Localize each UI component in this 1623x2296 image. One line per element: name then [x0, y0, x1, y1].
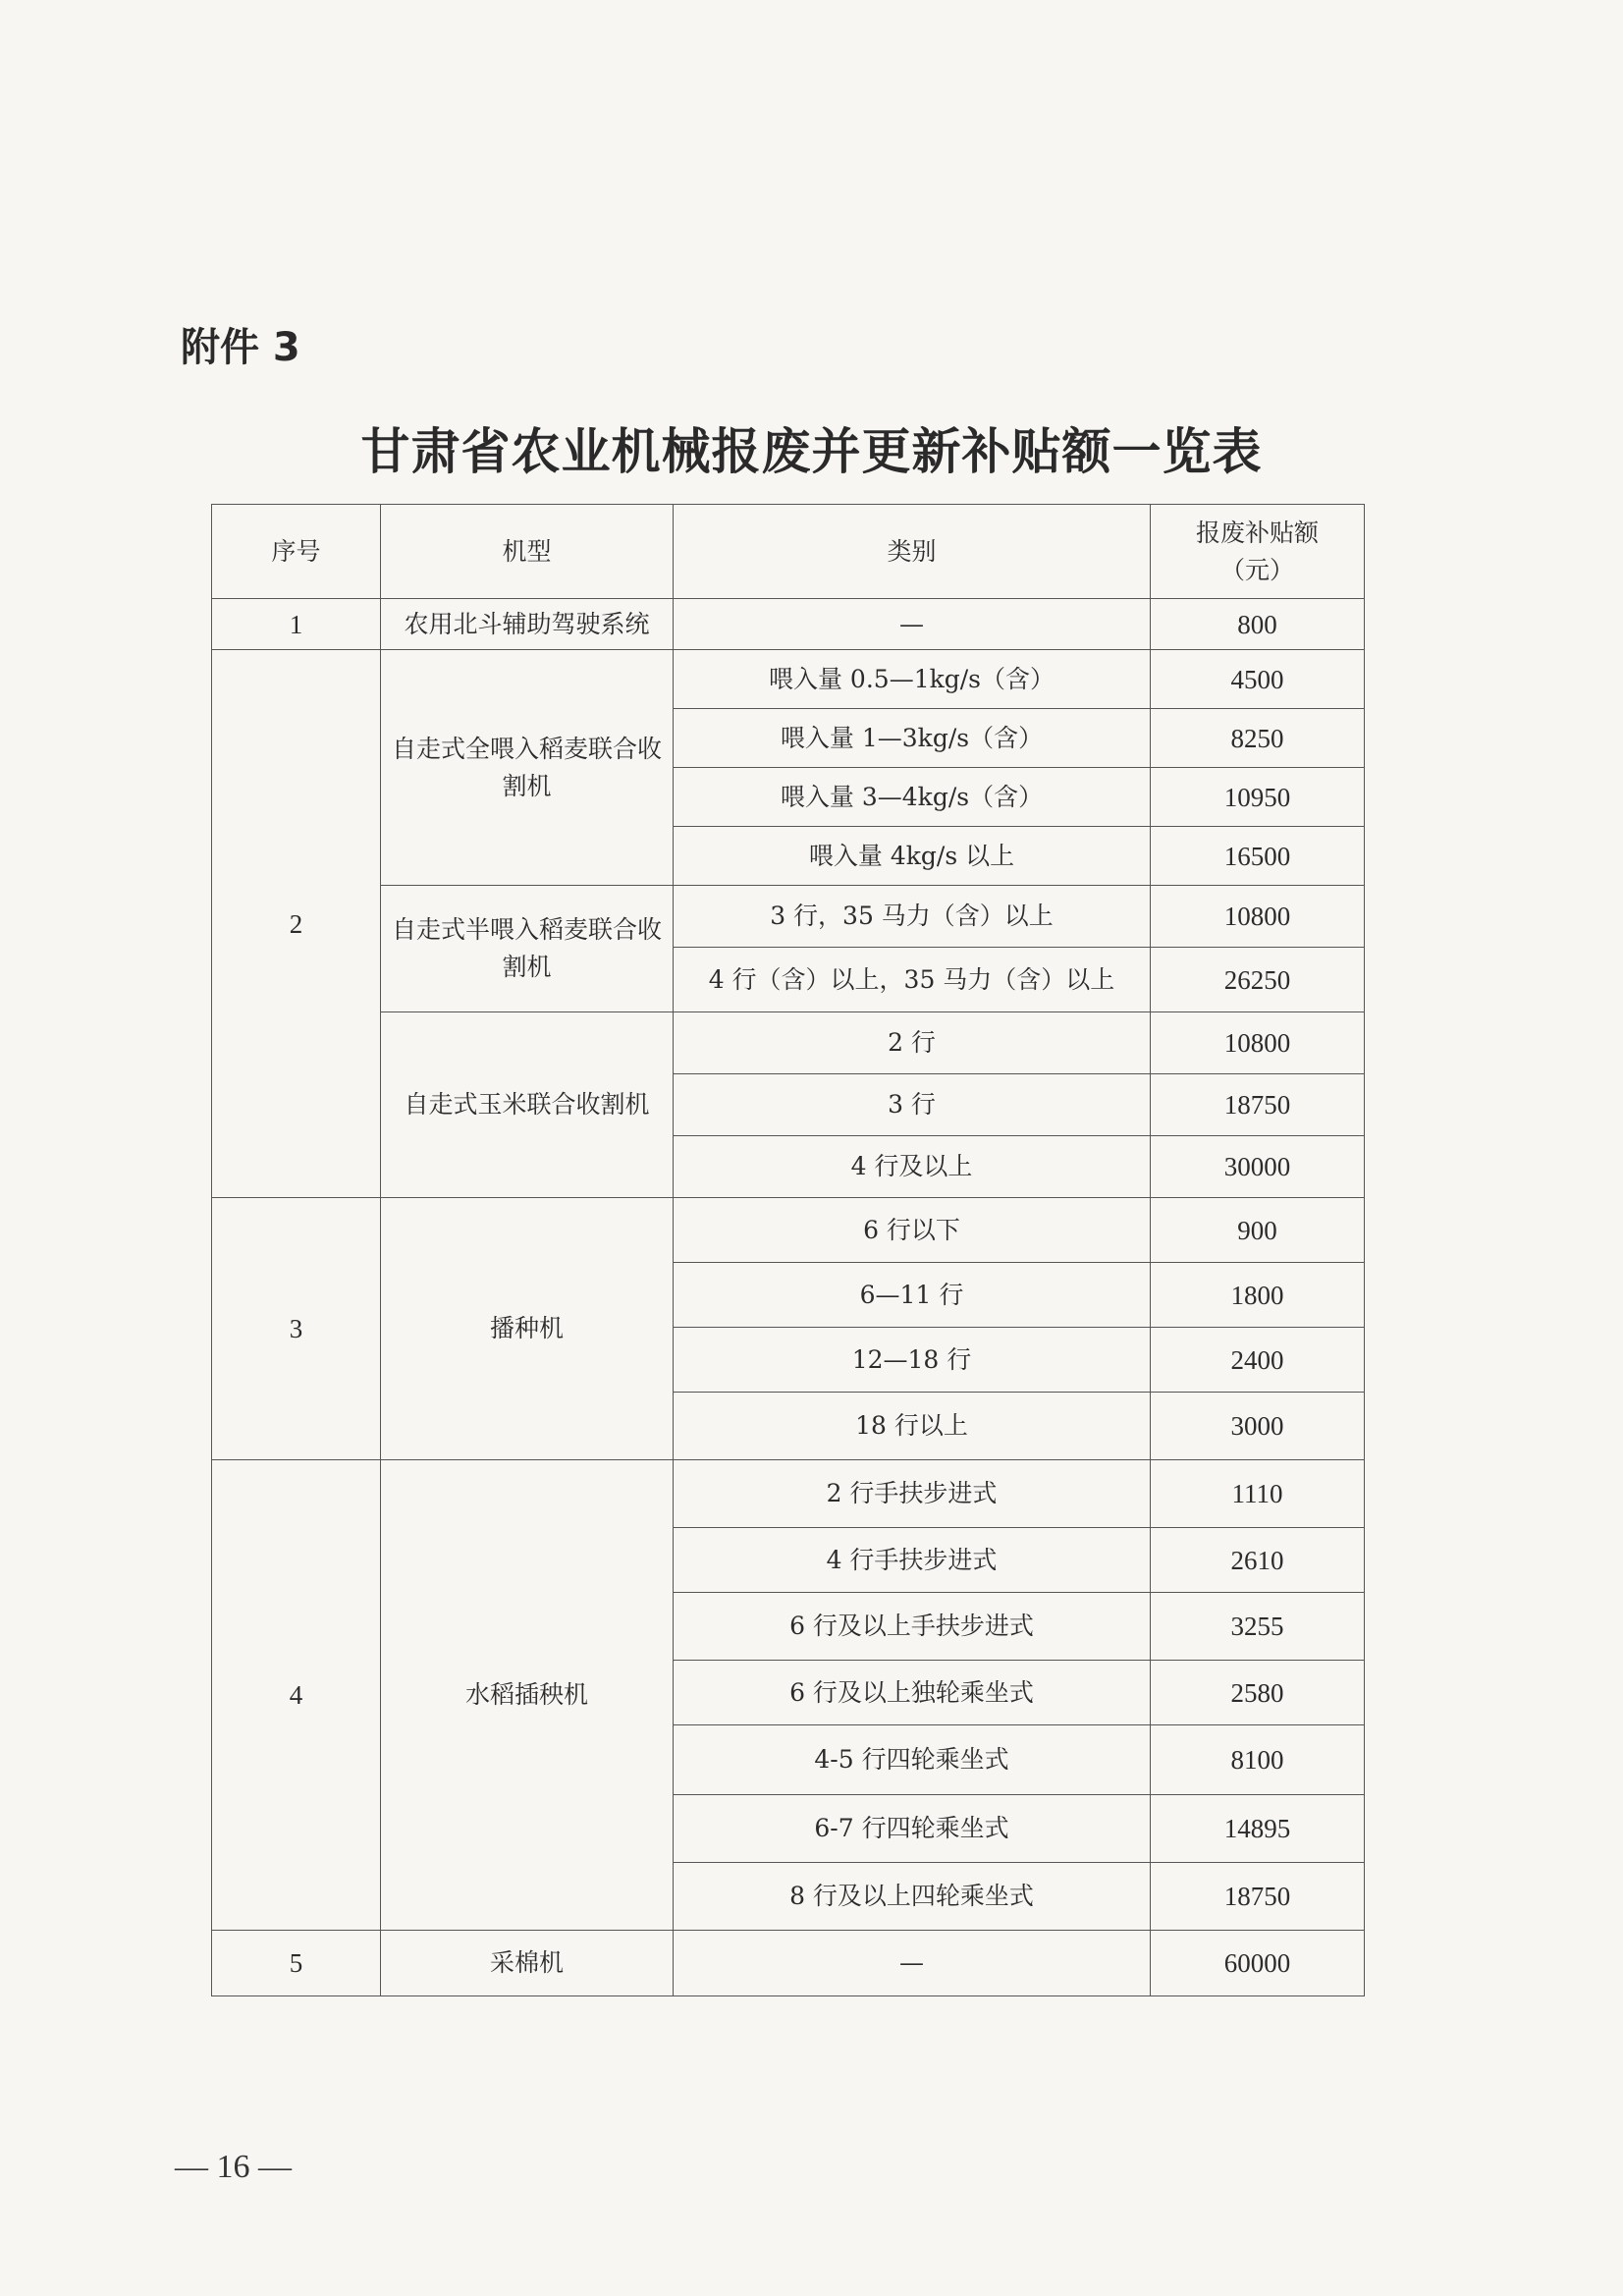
cell-category: 喂入量 1—3kg/s（含） [674, 709, 1151, 768]
cell-model: 自走式玉米联合收割机 [381, 1012, 674, 1198]
cell-subsidy-amount: 1800 [1151, 1263, 1365, 1328]
cell-model: 自走式半喂入稻麦联合收割机 [381, 886, 674, 1012]
cell-category: — [674, 1931, 1151, 1996]
header-seq: 序号 [212, 505, 381, 599]
cell-category: 2 行 [674, 1012, 1151, 1074]
cell-subsidy-amount: 900 [1151, 1198, 1365, 1263]
table-row [212, 1198, 1365, 1263]
header-subsidy: 报废补贴额（元） [1151, 505, 1365, 599]
cell-category: 2 行手扶步进式 [674, 1460, 1151, 1528]
cell-subsidy-amount: 2400 [1151, 1328, 1365, 1393]
cell-model: 农用北斗辅助驾驶系统 [381, 599, 674, 650]
cell-seq: 2 [212, 650, 381, 1198]
cell-subsidy-amount: 60000 [1151, 1931, 1365, 1996]
subsidy-table [211, 504, 1365, 1996]
cell-subsidy-amount: 16500 [1151, 827, 1365, 886]
cell-category: — [674, 599, 1151, 650]
cell-model: 自走式全喂入稻麦联合收割机 [381, 650, 674, 886]
cell-category: 4 行（含）以上，35 马力（含）以上 [674, 948, 1151, 1012]
cell-category: 4 行及以上 [674, 1136, 1151, 1198]
cell-seq: 4 [212, 1460, 381, 1931]
cell-category: 6 行以下 [674, 1198, 1151, 1263]
table-row [212, 599, 1365, 650]
table-row [212, 1012, 1365, 1074]
table-row [212, 1460, 1365, 1528]
subsidy-table-container [211, 504, 1364, 1996]
table-row [212, 650, 1365, 709]
cell-subsidy-amount: 4500 [1151, 650, 1365, 709]
table-row [212, 1931, 1365, 1996]
cell-subsidy-amount: 1110 [1151, 1460, 1365, 1528]
document-title: 甘肃省农业机械报废并更新补贴额一览表 [360, 423, 1263, 480]
cell-category: 12—18 行 [674, 1328, 1151, 1393]
cell-subsidy-amount: 2610 [1151, 1528, 1365, 1593]
cell-subsidy-amount: 800 [1151, 599, 1365, 650]
cell-category: 喂入量 3—4kg/s（含） [674, 768, 1151, 827]
cell-subsidy-amount: 30000 [1151, 1136, 1365, 1198]
cell-category: 3 行，35 马力（含）以上 [674, 886, 1151, 948]
cell-subsidy-amount: 8250 [1151, 709, 1365, 768]
cell-seq: 5 [212, 1931, 381, 1996]
cell-category: 4-5 行四轮乘坐式 [674, 1725, 1151, 1795]
cell-seq: 1 [212, 599, 381, 650]
cell-model: 播种机 [381, 1198, 674, 1460]
cell-category: 4 行手扶步进式 [674, 1528, 1151, 1593]
table-body [212, 599, 1365, 1996]
cell-subsidy-amount: 3255 [1151, 1593, 1365, 1661]
cell-seq: 3 [212, 1198, 381, 1460]
cell-subsidy-amount: 2580 [1151, 1661, 1365, 1725]
cell-category: 喂入量 0.5—1kg/s（含） [674, 650, 1151, 709]
cell-category: 6—11 行 [674, 1263, 1151, 1328]
table-row [212, 886, 1365, 948]
cell-model: 采棉机 [381, 1931, 674, 1996]
cell-category: 6 行及以上手扶步进式 [674, 1593, 1151, 1661]
cell-category: 18 行以上 [674, 1393, 1151, 1460]
cell-subsidy-amount: 10800 [1151, 886, 1365, 948]
cell-category: 喂入量 4kg/s 以上 [674, 827, 1151, 886]
cell-subsidy-amount: 10800 [1151, 1012, 1365, 1074]
header-model: 机型 [381, 505, 674, 599]
cell-subsidy-amount: 18750 [1151, 1863, 1365, 1931]
cell-category: 8 行及以上四轮乘坐式 [674, 1863, 1151, 1931]
cell-subsidy-amount: 8100 [1151, 1725, 1365, 1795]
cell-category: 6 行及以上独轮乘坐式 [674, 1661, 1151, 1725]
cell-subsidy-amount: 14895 [1151, 1795, 1365, 1863]
cell-category: 3 行 [674, 1074, 1151, 1136]
cell-subsidy-amount: 10950 [1151, 768, 1365, 827]
table-header-row [212, 505, 1365, 599]
cell-model: 水稻插秧机 [381, 1460, 674, 1931]
header-category: 类别 [674, 505, 1151, 599]
cell-category: 6-7 行四轮乘坐式 [674, 1795, 1151, 1863]
cell-subsidy-amount: 26250 [1151, 948, 1365, 1012]
page-number: — 16 — [175, 2149, 292, 2185]
attachment-label: 附件 3 [181, 325, 300, 370]
cell-subsidy-amount: 18750 [1151, 1074, 1365, 1136]
cell-subsidy-amount: 3000 [1151, 1393, 1365, 1460]
